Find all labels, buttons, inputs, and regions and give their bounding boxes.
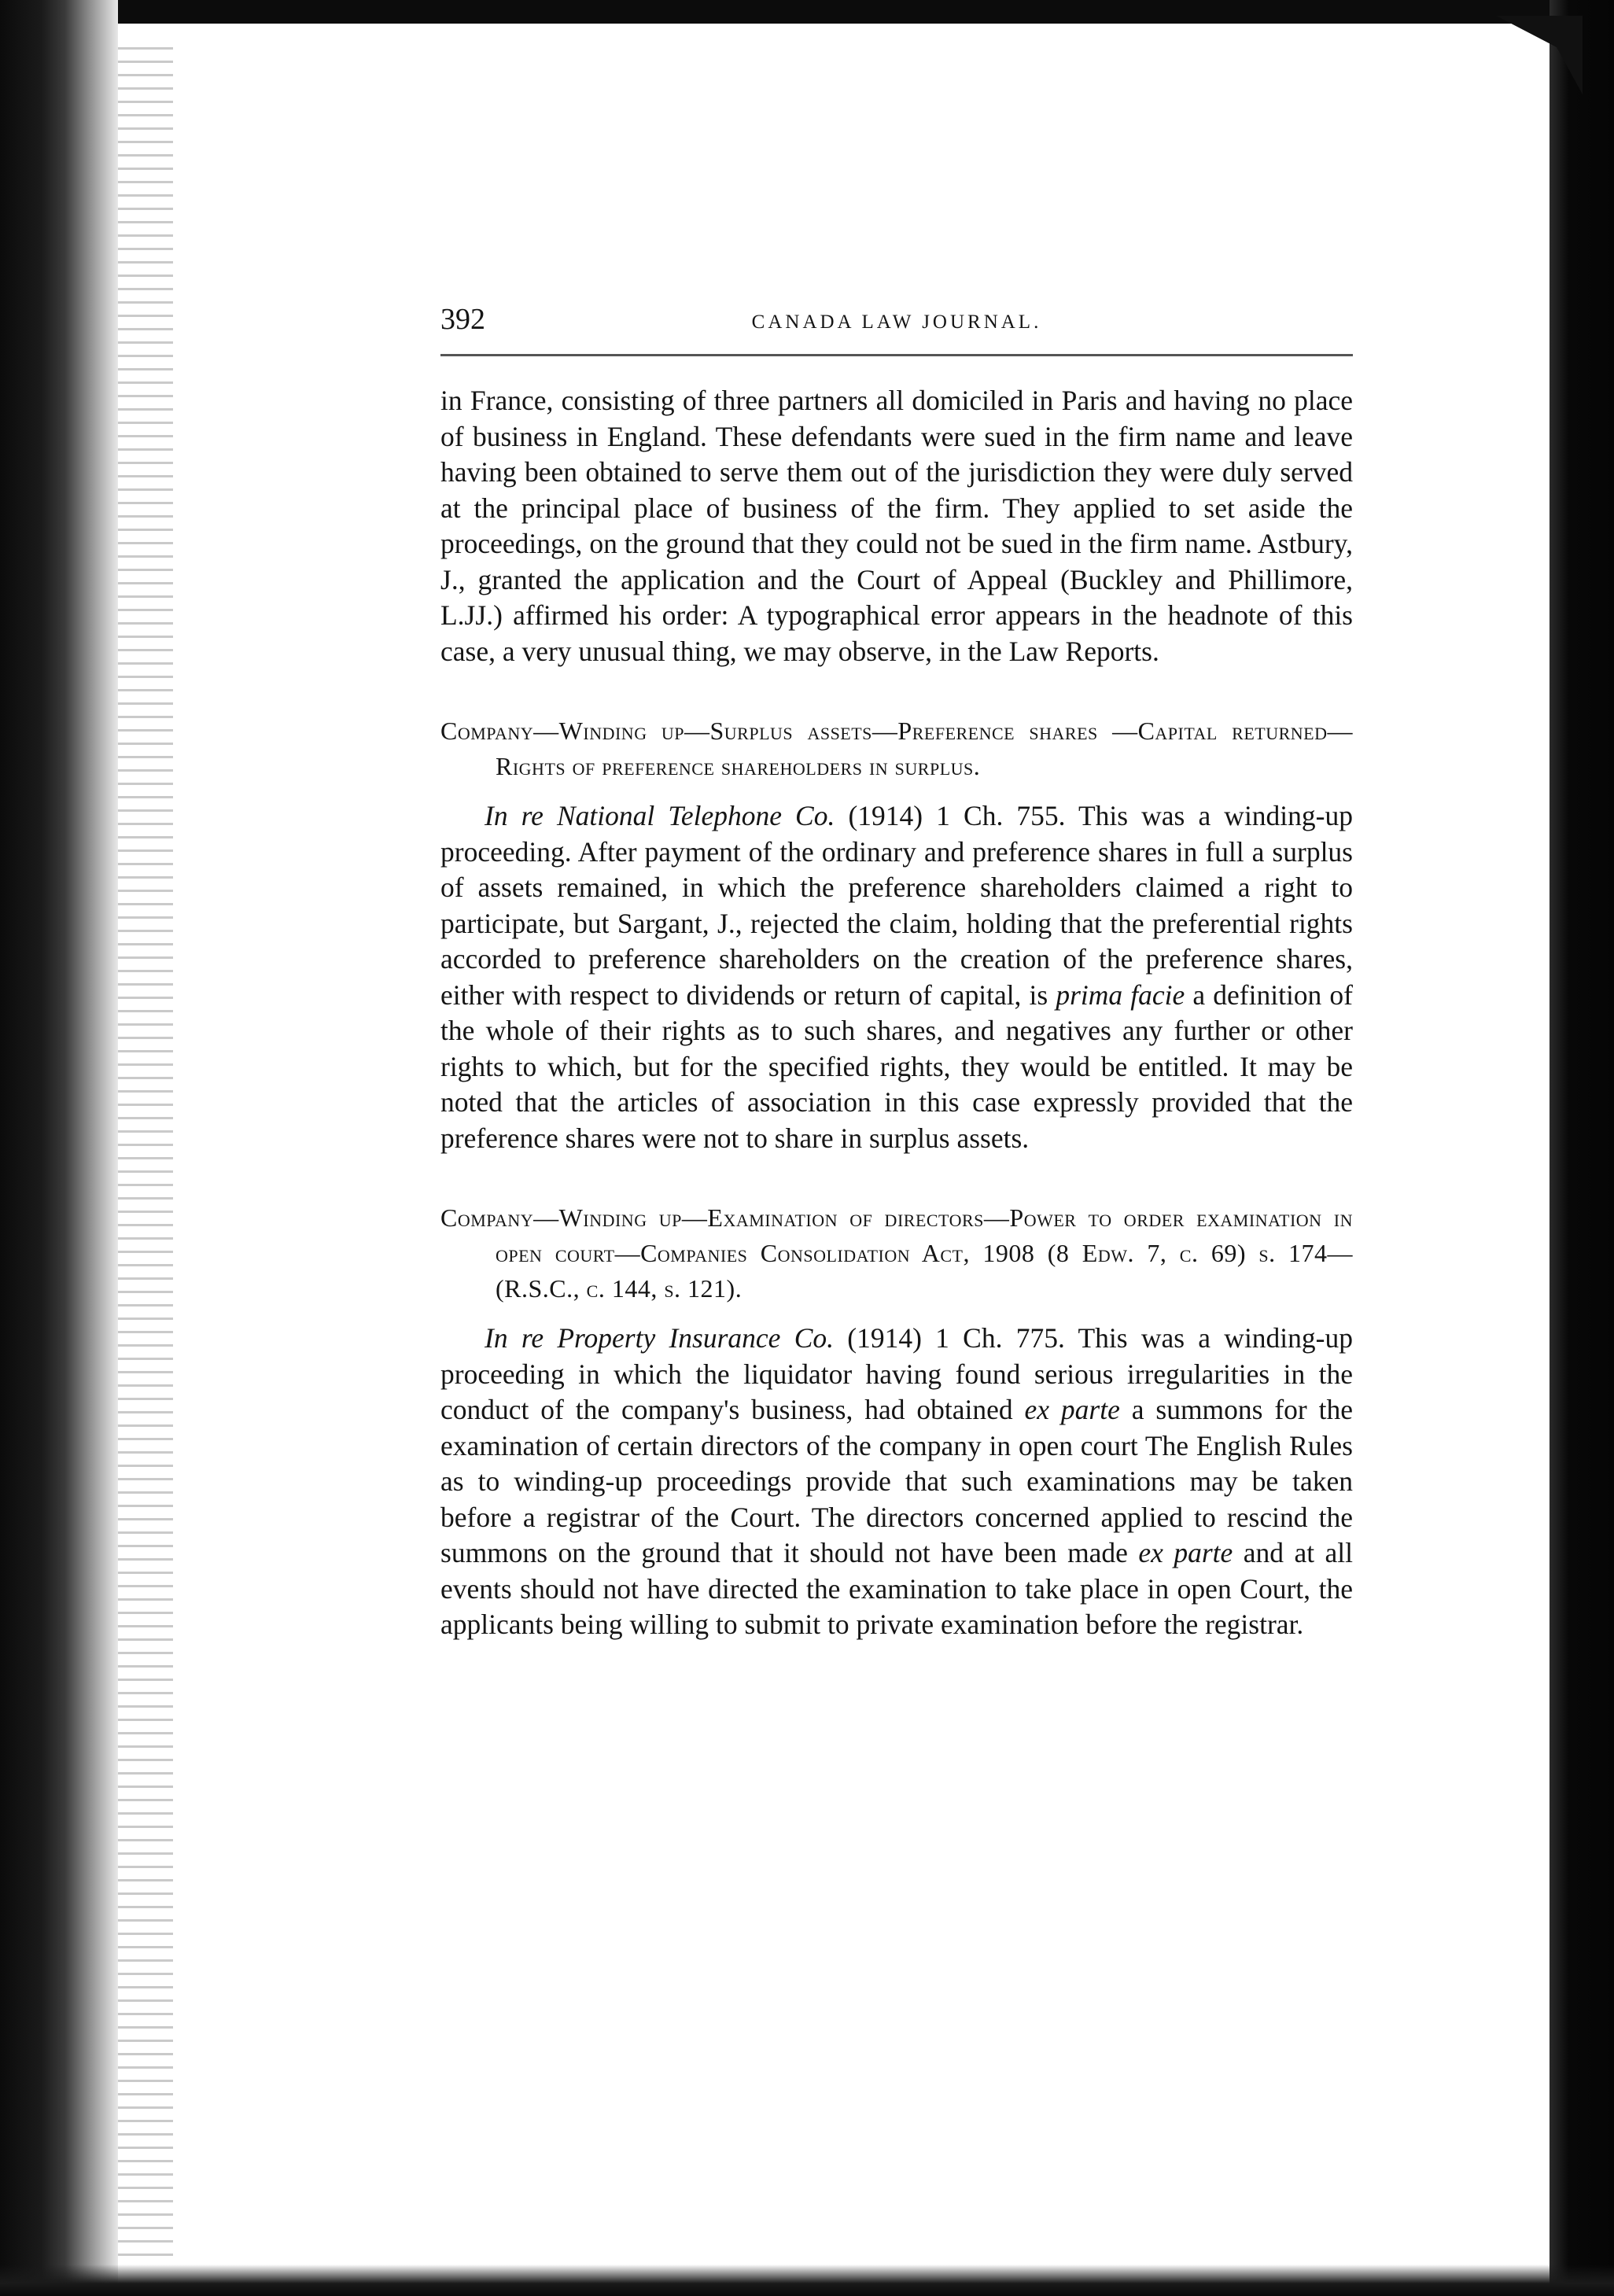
case-name: In re National Telephone Co.	[485, 800, 835, 831]
header-rule	[440, 354, 1353, 356]
continued-paragraph: in France, consisting of three partners all domiciled in Paris and having no place of business in England. These defendants were sued in the firm name and leave having been obtained to serve them out of the jurisdiction they were duly served at the principal place of business of the firm. They applied to set aside the proceedings, on the ground that they could not be sued in the firm name. Astbury, J., granted the application and the Court of Appeal (Buckley and Phillimore, L.JJ.) affirmed his order: A typographical error appears in the headnote of this case, a very unusual thing, we may observe, in the Law Reports.	[440, 385, 1353, 667]
case-text-final: and at all events should not have directed the examination to take place in open Court, the applicants being willing to submit to private examination before the registrar.	[440, 1537, 1354, 1640]
case-text: (1914) 1 Ch. 755. This was a winding-up proceeding. After payment of the ordinary and preference shares in full a surplus of assets remained, in which the preference shareholders claimed a right to participate, but Sargant, J., rejected the claim, holding that the preferential rights accorded to preference shareholders on the creation of the preference shares, either with respect to dividends or return of capital, is	[440, 800, 1353, 1011]
italic-phrase: ex parte	[1024, 1394, 1120, 1425]
case-name: In re Property Insurance Co.	[485, 1322, 834, 1354]
section-heading-surplus-assets: Company—Winding up—Surplus assets—Preference shares —Capital returned—Rights of preference shareholders in surplus.	[440, 717, 1353, 780]
italic-phrase-2: ex parte	[1138, 1537, 1233, 1568]
running-head	[440, 299, 1353, 354]
scan-border-right	[1550, 0, 1614, 2296]
case-paragraph-property-insurance	[440, 1321, 1353, 1643]
section-heading-examination-of-directors: Company—Winding up—Examination of directors—Power to order examination in open court—Companies Consolidation Act, 1908 (8 Edw. 7, c. 69) s. 174—(R.S.C., c. 144, s. 121).	[440, 1203, 1353, 1303]
scan-border-bottom	[0, 2265, 1614, 2296]
scan-border-left	[0, 0, 118, 2296]
scan-border-top	[0, 0, 1614, 24]
italic-phrase: prima facie	[1056, 978, 1185, 1011]
case-text-continued: a definition of the whole of their rights as to such shares, and negatives any further or other rights to which, but for the specified rights, they would be entitled. It may be noted that the articles of association in this case expressly provided that the preference shares were not to share in surplus assets.	[440, 978, 1353, 1154]
case-text-continued: a summons for the examination of certain directors of the company in open court The English Rules as to winding-up proceedings provide that such examinations may be taken before a registrar of the Court. The directors concerned applied to rescind the summons on the ground that it should not have been made	[440, 1394, 1354, 1568]
case-text: (1914) 1 Ch. 775. This was a winding-up proceeding in which the liquidator having found serious irregularities in the conduct of the company's business, had obtained	[440, 1322, 1353, 1425]
scan-border-left-streaks	[118, 47, 173, 2265]
journal-page	[440, 299, 1353, 1643]
page-number: 392	[440, 303, 485, 336]
case-paragraph-national-telephone	[440, 798, 1353, 1156]
journal-title: CANADA LAW JOURNAL.	[751, 311, 1042, 333]
